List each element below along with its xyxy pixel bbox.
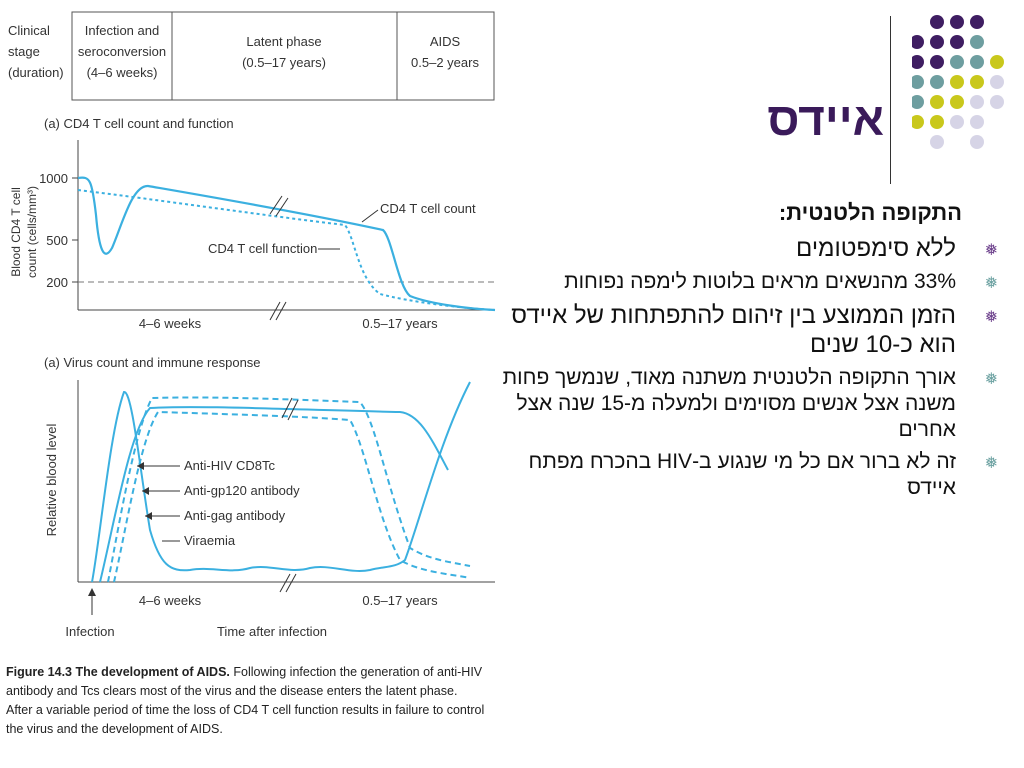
viraemia-line	[92, 382, 470, 582]
stage-infection-line1: Infection and	[84, 23, 160, 38]
content-subtitle: התקופה הלטנטית:	[778, 200, 962, 225]
stage-aids-line1: AIDS	[429, 34, 461, 49]
decorative-dot	[912, 95, 924, 109]
panel-b	[44, 355, 495, 639]
sub-bullet-item	[502, 269, 998, 295]
stage-latent-line2: (0.5–17 years)	[242, 55, 326, 70]
decorative-dot	[912, 35, 924, 49]
decorative-dot	[970, 15, 984, 29]
decorative-dot	[930, 75, 944, 89]
decorative-dot	[930, 115, 944, 129]
legend-anti-gp120: Anti-gp120 antibody	[184, 483, 300, 498]
decorative-dot	[930, 55, 944, 69]
cd4-count-label: CD4 T cell count	[380, 201, 476, 216]
sub-bullet-item	[502, 365, 998, 443]
panel-b-ylabel: Relative blood level	[44, 423, 59, 537]
slide-content	[502, 200, 998, 507]
aids-figure	[0, 0, 500, 660]
snowflake-icon: ❅	[984, 242, 998, 259]
decorative-dot	[912, 115, 924, 129]
snowflake-icon: ❅	[984, 309, 998, 326]
decorative-dot	[950, 75, 964, 89]
decorative-dot	[990, 55, 1004, 69]
stage-infection-line3: (4–6 weeks)	[86, 65, 158, 80]
snowflake-icon: ❅	[984, 371, 998, 388]
decorative-dot	[970, 135, 984, 149]
stage-infection-line2: seroconversion	[77, 44, 167, 59]
legend-anti-gag: Anti-gag antibody	[184, 508, 286, 523]
bullet-text: 33% מהנשאים מראים בלוטות לימפה נפוחות	[564, 270, 956, 293]
caption-text: Following infection the generation of anti-HIV antibody and Tcs clears most of the virus and the disease enters the latent phase. After a variable period of time the loss of CD4 T cell function results in failure to control the virus and the development of AIDS.	[6, 665, 485, 736]
clinical-stage-table	[8, 12, 494, 100]
panel-b-xtick-weeks: 4–6 weeks	[138, 593, 202, 608]
panel-a-xtick-years: 0.5–17 years	[362, 316, 438, 331]
legend-cd8tc: Anti-HIV CD8Tc	[184, 458, 276, 473]
sub-bullet-item	[502, 449, 998, 501]
panel-b-title: (a) Virus count and immune response	[44, 355, 261, 370]
decorative-dot	[990, 75, 1004, 89]
stage-header-line2: stage	[8, 44, 40, 59]
caption-label: Figure 14.3	[6, 665, 72, 679]
cd4-function-label: CD4 T cell function	[208, 241, 318, 256]
decorative-dot	[950, 35, 964, 49]
title-divider	[890, 16, 891, 184]
infection-label: Infection	[65, 624, 115, 639]
legend-viraemia: Viraemia	[184, 533, 236, 548]
decorative-dot	[912, 75, 924, 89]
decorative-dot	[970, 115, 984, 129]
panel-a-ytick-200: 200	[46, 275, 68, 290]
decorative-dot	[950, 95, 964, 109]
stage-aids-line2: 0.5–2 years	[411, 55, 479, 70]
panel-a-title: (a) CD4 T cell count and function	[44, 116, 234, 131]
decorative-dot	[930, 35, 944, 49]
stage-header-line3: (duration)	[8, 65, 64, 80]
slide-title: איידס	[767, 93, 884, 145]
bullet-text: הזמן הממוצע בין זיהום להתפתחות של איידס הוא כ-10 שנים	[511, 302, 956, 358]
decorative-dot	[930, 135, 944, 149]
stage-header-line1: Clinical	[8, 23, 50, 38]
decorative-dot	[912, 55, 924, 69]
panel-b-xtick-years: 0.5–17 years	[362, 593, 438, 608]
caption-heading: The development of AIDS.	[75, 665, 230, 679]
decorative-dot-grid	[912, 14, 1012, 164]
decorative-dot	[930, 15, 944, 29]
snowflake-icon: ❅	[984, 455, 998, 472]
snowflake-icon: ❅	[984, 275, 998, 292]
decorative-dot	[950, 115, 964, 129]
panel-a-ylabel-line2: count (cells/mm³)	[25, 185, 39, 279]
bullet-text: זה לא ברור אם כל מי שנגוע ב-HIV בהכרח מפתח איידס	[528, 450, 956, 499]
stage-latent-line1: Latent phase	[246, 34, 322, 49]
decorative-dot	[970, 55, 984, 69]
panel-a-ytick-1000: 1000	[39, 171, 68, 186]
panel-a-ytick-500: 500	[46, 233, 68, 248]
bullet-text: ללא סימפטומים	[796, 235, 956, 262]
bullet-item	[502, 234, 998, 263]
bullet-text: אורך התקופה הלטנטית משתנה מאוד, שנמשך פחות משנה אצל אנשים מסוימים ולמעלה מ-15 שנה אצל אחרים	[502, 366, 956, 441]
panel-a	[9, 116, 495, 331]
panel-a-ylabel-line1: Blood CD4 T cell	[9, 187, 23, 277]
bullet-item	[502, 301, 998, 359]
figure-caption	[6, 663, 486, 739]
decorative-dot	[970, 35, 984, 49]
decorative-dot	[990, 95, 1004, 109]
decorative-dot	[950, 55, 964, 69]
decorative-dot	[970, 95, 984, 109]
decorative-dot	[930, 95, 944, 109]
decorative-dot	[970, 75, 984, 89]
panel-b-xlabel: Time after infection	[216, 624, 328, 639]
panel-a-xtick-weeks: 4–6 weeks	[138, 316, 202, 331]
decorative-dot	[950, 15, 964, 29]
